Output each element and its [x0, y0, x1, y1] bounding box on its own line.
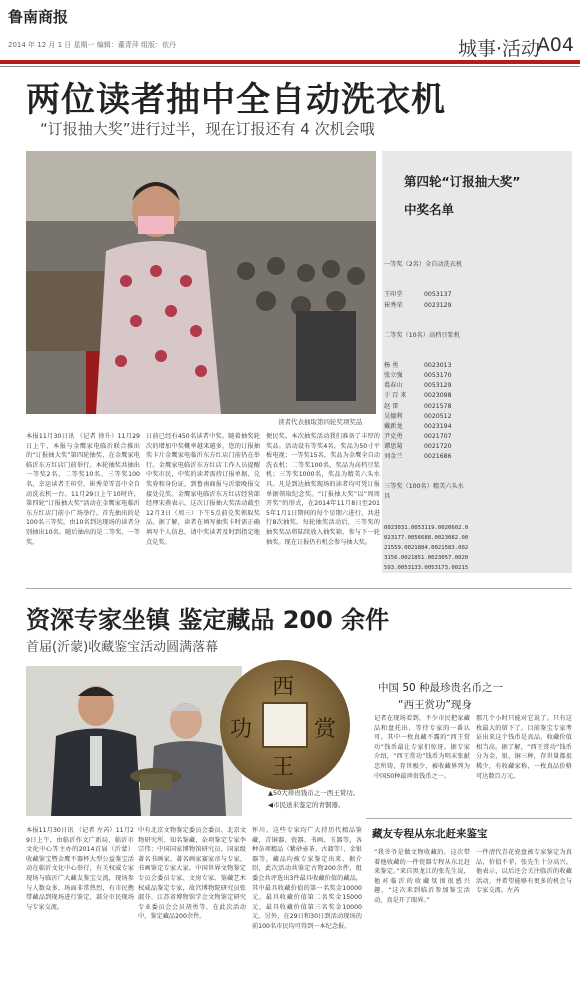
- winner-number: 0023194: [424, 422, 452, 430]
- winner-number: 0023013: [424, 362, 452, 370]
- page-number: A04: [536, 34, 574, 56]
- winner-row: [384, 391, 470, 401]
- winner-row: [384, 301, 470, 311]
- winners-title-line2: 中奖名单: [404, 202, 455, 217]
- third-prize-numbers-left: 0023031.0053119.0020602.0023177.0056688.0023082.0021559.0021884.0021583.0023156.0021851.0023057.0020593.0053133.0053173.00215: [384, 524, 469, 570]
- winner-row: [384, 361, 470, 371]
- collector-story-title: 藏友专程从东北赶来鉴宝: [372, 828, 488, 840]
- winner-name: 王印堂: [384, 291, 403, 299]
- winner-row: [384, 402, 470, 412]
- lead-photo-caption: 读者代表抽取第四轮奖项奖品: [278, 418, 363, 426]
- lead-body-col3: 便民奖。本次抽奖活动我们准备了丰厚的奖品。活动设有等奖4名，奖品为50寸平板电视；一等奖15名，奖品为金鹰全自动洗衣机；二等奖100名，奖品为高档豆浆机；三等奖1000名，奖品为精美六头水具。凡是到达抽奖现场的读者均可凭订报单据领取纪念奖。“订报抽大奖”以“周周开奖”的形式，在2014年11月8日至2015年1月1日期间的每个星期六进行，共进行8次抽奖。每轮抽奖活动后，三等奖的抽奖奖品将陆续放入抽奖箱，参与下一轮抽奖。现在订报仍有机会参与抽大奖。: [266, 433, 380, 546]
- winner-name: 吴德利: [384, 412, 403, 420]
- second-prize-heading: 二等奖（10名）高档豆浆机: [384, 331, 460, 339]
- winner-name: 葛春山: [384, 382, 403, 390]
- winner-row: [384, 371, 470, 381]
- first-prize-heading: 一等奖（2名）全自动洗衣机: [384, 261, 463, 269]
- winner-number: 0020512: [424, 412, 452, 420]
- winner-number: 0021720: [424, 442, 452, 450]
- winner-number: 0021707: [424, 432, 452, 440]
- issue-info: 2014 年 12 月 1 日 星期一 编辑：董青萍 组版：依丹: [8, 41, 176, 49]
- lead-headline: 两位读者抽中全自动洗衣机: [26, 80, 446, 120]
- coin-story-title-line1: 中国 50 种最珍贵名币之一: [378, 682, 504, 694]
- collector-story-col2: 一件清代青花瓷盘被专家鉴定为真品，价值不菲，张先生十分高兴。他表示，以后还会关注临沂的收藏活动，并希望能够有更多的机会与专家交流。左芮: [476, 849, 572, 895]
- winner-name: 于 百 来: [384, 392, 407, 400]
- winner-number: 0053137: [424, 291, 452, 299]
- winner-number: 0023129: [424, 301, 452, 309]
- winner-number: 0021578: [424, 402, 452, 410]
- winner-row: [384, 412, 470, 422]
- winner-name: 戴新龙: [384, 422, 403, 430]
- second-prize-list: [384, 361, 570, 462]
- winner-name: 张立强: [384, 372, 403, 380]
- appraisal-photo: [26, 666, 242, 816]
- bronze-caption: ◀市民送来鉴定的青铜器。: [268, 801, 345, 809]
- coin-character-right: 赏: [314, 717, 337, 742]
- coin-character-left: 功: [230, 717, 253, 742]
- coin-character-bottom: 王: [272, 755, 295, 780]
- winner-row: [384, 422, 470, 432]
- coin-story-title-line2: “西王赏功”现身: [398, 699, 472, 711]
- winner-name: 谭思菊: [384, 442, 403, 450]
- coin-story-rule: [366, 818, 572, 819]
- second-body-col1: 本报11月30日讯 （记者 左芮）11月29日上午，由临沂作文广新局、临沂市文化中心等主办的2014首届（沂蒙）收藏鉴宝暨金鹰不器杯大型公益鉴宝活动在临沂文化中心举行，有关权威专家现场与临沂广大藏友鉴宝交流，现场参与人数众多，场面非常热烈，有市民携带藏品到现场进行鉴定，部分市民现场与专家交流。: [26, 827, 134, 911]
- coin-story-col2: 那几个小时只能对它说了。只有这枚最大的留下了。目前鉴宝专家考证出来这个钱币是真品，收藏价值相当高。据了解，“西王赏功”钱币分为金、银、铜三种，存世量都很稀少，有收藏家称，一枚真品价格可达数百万元。: [476, 715, 572, 780]
- coin-story-col1: 记者在现场看到，不少市民把家藏品和盘托出，等待专家的一番认可。其中一枚真藏不露的“西王赏功”钱币最让专家们惊讶。据专家介绍，“西王赏功”钱币为明末张献忠所铸，存世极少，被收藏界列为中国50种最珍贵钱币之一。: [374, 715, 470, 780]
- coin-square-hole: [262, 702, 308, 748]
- masthead-thin-rule: [0, 66, 580, 67]
- collector-story-col1: “我爷爷是做文物收藏的，这次带着他收藏的一件瓷器专程从东北赶来鉴定。”来自黑龙江的张先生说，他对临沂的收藏氛围很感兴趣，“这次来到临沂参加鉴宝活动，真是开了眼界。”: [374, 849, 470, 904]
- winner-name: 尹克勇: [384, 432, 403, 440]
- winner-name: 崔秀荣: [384, 301, 403, 309]
- winner-number: 0023098: [424, 392, 452, 400]
- winner-row: [384, 452, 470, 462]
- lead-body-col1: 本报11月30日讯 （记者 徐升）11月29日上午，本报与金鹰家电临沂联合推出的“订报抽大奖”第四轮抽奖，在金鹰家电临沂东方红店门前举行。本轮抽奖共抽出一等奖2名、二等奖10名、三等奖100名，幸运读者王印堂、崔秀荣等喜中全自动洗衣机一台。11月29日上午10时许，第四轮“订报抽大奖”活动在金鹰家电临沂东方红店门前小广场举行。首先抽出的是100名三等奖，由10名到达现场的读者分别抽出10名。随后抽出的是二等奖、一等奖。: [26, 433, 140, 546]
- section-name: 城事·活动: [457, 38, 540, 60]
- winners-title-line1: 第四轮“订报抽大奖”: [404, 174, 521, 189]
- coin-character-top: 西: [272, 675, 295, 700]
- winner-number: 0053170: [424, 372, 452, 380]
- second-body-col2: 中有北京文物鉴定委员会委员、北京文物研究所、知名鉴藏、杂项鉴定专家李宗伟；中国国家博物馆研究员、国家级著名书画家、著名画家赛家帝与专家、书画鉴定专家大家。中国世界文物鉴定专员会委员专家、文房专家、鉴藏艺术权威品鉴定专家，故宫博物院研究员张淑芬、江苏省博物馆学会文物鉴定研究专业委员会会员胡勇等，在此次活动中，鉴定藏品200余件。: [138, 827, 246, 921]
- first-prize-list: [384, 290, 570, 310]
- winner-name: 赵 雷: [384, 402, 399, 410]
- winner-name: 刘金兰: [384, 452, 403, 460]
- masthead-rule: [0, 60, 580, 64]
- third-prize-heading: 三等奖（100名）精美六头水具: [384, 483, 464, 501]
- coin-caption: ▲50大珍贵钱币之一西王赏功。: [268, 789, 360, 797]
- winner-row: [384, 381, 470, 391]
- winners-list: [384, 240, 570, 570]
- lead-subheadline: “订报抽大奖”进行过半，现在订报还有 4 次机会哦: [40, 120, 375, 138]
- lead-photo: [26, 151, 376, 414]
- second-subheadline: 首届(沂蒙)收藏鉴宝活动圆满落幕: [26, 640, 219, 655]
- winner-row: [384, 290, 470, 300]
- second-headline: 资深专家坐镇 鉴定藏品 200 余件: [26, 606, 390, 634]
- winner-name: 杨 勇: [384, 362, 399, 370]
- winner-row: [384, 432, 470, 442]
- second-body-col3: 怀川。这些专家均广大持历代精品鉴藏，青铜器、瓷器、书画、玉器等，各种杂项精品（紫砂壶茶、古籍等）、金银器等，藏品均被专家鉴定出来。据介绍，此次活动共鉴定古物200余件，组委会共评选出3件最具收藏价值的藏品，其中最具收藏价值的第一名奖金10000元，最具收藏价值第二名奖金15000元，最具收藏价值第三名奖金10000元。另外，在29日和30日到活动现场的前100名市民均可得到一本纪念报。: [252, 827, 362, 930]
- winner-row: [384, 442, 470, 452]
- story-divider: [26, 588, 572, 589]
- winner-number: 0021686: [424, 452, 452, 460]
- winner-number: 0053129: [424, 382, 452, 390]
- lead-body-col2: 日前已经有450名读者中奖。随着抽奖轮次的增加中奖概率越来越多，您的订报抽奖卡片金鹰家电临沂东方红店门前仍在举行。金鹰家电临沂东方红店工作人员提醒中奖市民，中奖的读者需持订报单据、兑奖券和身份证，到鲁南商报与沂蒙晚报交接处兑奖。金鹰家电临沂东方红店经营部经理宋燕表示，这次订报抽大奖活动截至12月3日（周三）下午5点前兑奖领取奖品。据了解，读者在填写抽奖卡时需正确填写个人信息，请中奖读者及时到指定地点兑奖。: [146, 433, 260, 546]
- paper-name: 鲁南商报: [8, 8, 69, 26]
